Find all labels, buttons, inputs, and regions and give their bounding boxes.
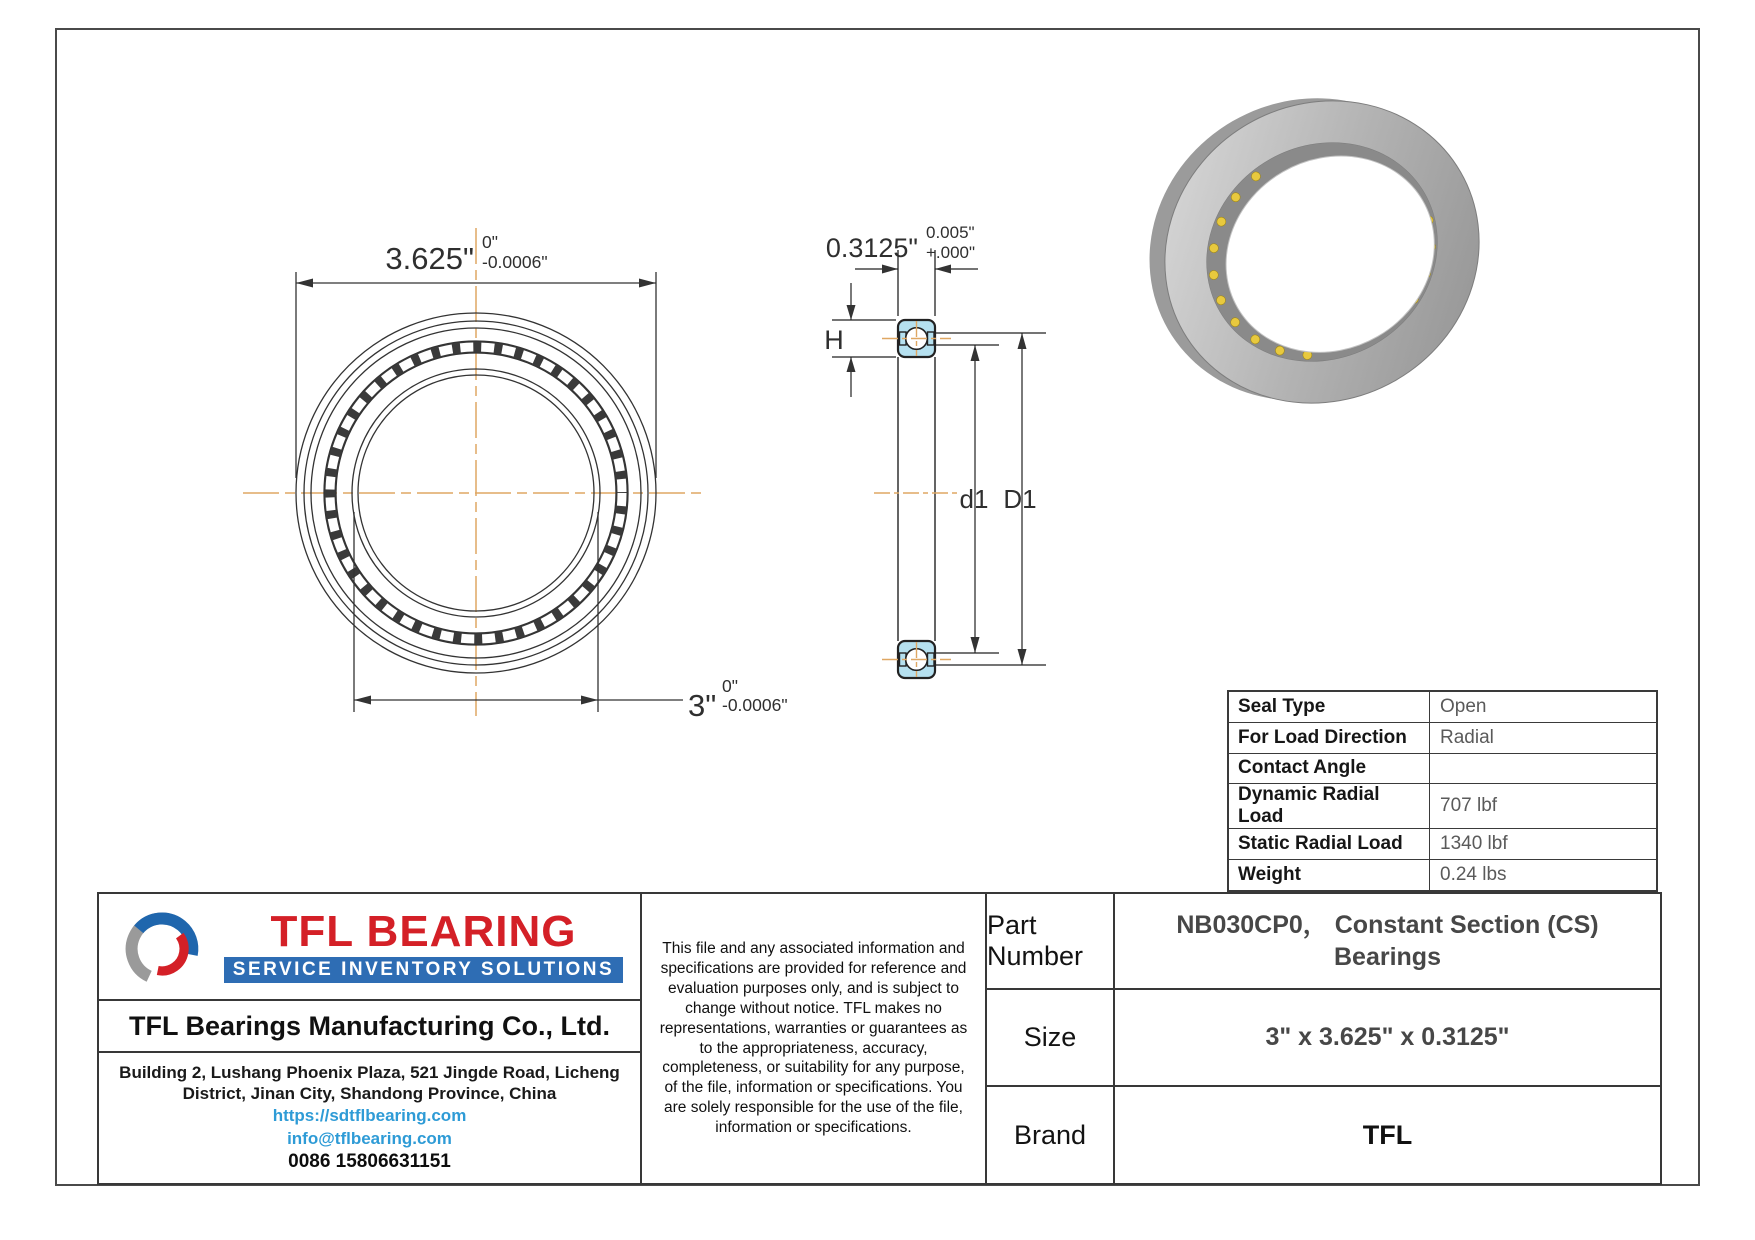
field-value-size: 3" x 3.625" x 0.3125" (1115, 990, 1660, 1087)
field-value-brand: TFL (1362, 1119, 1413, 1150)
front-view (243, 228, 788, 723)
field-label-size: Size (987, 990, 1115, 1087)
spec-label: Static Radial Load (1229, 829, 1430, 859)
spec-label: Seal Type (1229, 692, 1430, 722)
width-dim-tol-upper: 0.005" (926, 223, 975, 242)
section-view (824, 223, 1046, 678)
outer-dim-value: 3.625" (385, 241, 474, 276)
logo-text (224, 907, 623, 983)
spec-value: Radial (1440, 726, 1494, 748)
logo-tagline: SERVICE INVENTORY SOLUTIONS (224, 957, 623, 983)
email-link[interactable]: info@tflbearing.com (287, 1128, 452, 1148)
bore-dim-tol-upper: 0" (722, 676, 738, 696)
bore-dim-tol-lower: -0.0006" (722, 695, 788, 715)
table-row (1229, 753, 1656, 784)
spec-label: Weight (1229, 860, 1430, 890)
section-width-dimension (826, 223, 978, 316)
field-label-brand: Brand (987, 1087, 1115, 1183)
title-block (97, 892, 1662, 1185)
phone-number: 0086 15806631151 (288, 1151, 451, 1173)
outer-dim-tol-upper: 0" (482, 232, 498, 252)
field-label-part-number: Part Number (987, 894, 1115, 990)
outer-dim-tol-lower: -0.0006" (482, 252, 548, 272)
label-d1: d1 (959, 484, 989, 514)
table-row (1229, 859, 1656, 890)
table-row (1229, 692, 1656, 722)
company-address-block (99, 1053, 642, 1183)
D1-dimension (935, 333, 1046, 665)
company-name: TFL Bearings Manufacturing Co., Ltd. (99, 1001, 642, 1053)
width-dim-value: 0.3125" (825, 233, 918, 263)
spec-value: 0.24 lbs (1440, 864, 1507, 886)
company-logo (99, 894, 642, 1001)
label-h: H (824, 325, 844, 355)
width-dim-tol-lower: +.000" (926, 243, 976, 262)
website-link[interactable]: https://sdtflbearing.com (272, 1105, 467, 1125)
field-value-part-number: NB030CP0， Constant Section (CS) Bearings (1115, 894, 1660, 990)
disclaimer-text: This file and any associated information and specifications are provided for reference and evaluation purposes only, and is subject to change without notice. TFL makes no representations, warranties or guarantees as to the appropriateness, accuracy, completeness, or suitability for any purpose, of the file, information or specifications. You are solely responsible for the use of the file, information or specifications. (642, 894, 987, 1183)
bore-dim-value: 3" (688, 688, 717, 723)
bore-diameter-dimension (354, 512, 788, 723)
table-row (1229, 722, 1656, 753)
table-row (1229, 783, 1656, 828)
spec-label: Dynamic Radial Load (1229, 784, 1430, 828)
d1-dimension (935, 345, 999, 653)
spec-table (1227, 690, 1658, 892)
spec-value: Open (1440, 695, 1487, 717)
spec-label: For Load Direction (1229, 723, 1430, 753)
tfl-swirl-logo-icon (116, 901, 208, 993)
table-row (1229, 828, 1656, 859)
bearing-3d-render (1094, 35, 1535, 466)
spec-value: 1340 lbf (1440, 833, 1508, 855)
spec-label: Contact Angle (1229, 754, 1430, 784)
address-line-2: District, Jinan City, Shandong Province, China (182, 1084, 557, 1104)
spec-value: 707 lbf (1440, 795, 1498, 817)
label-D1: D1 (1003, 484, 1037, 514)
height-dimension (824, 283, 896, 397)
section-centerlines (874, 321, 959, 677)
address-line-1: Building 2, Lushang Phoenix Plaza, 521 Jingde Road, Licheng (119, 1062, 620, 1082)
logo-brand: TFL BEARING (270, 907, 577, 957)
